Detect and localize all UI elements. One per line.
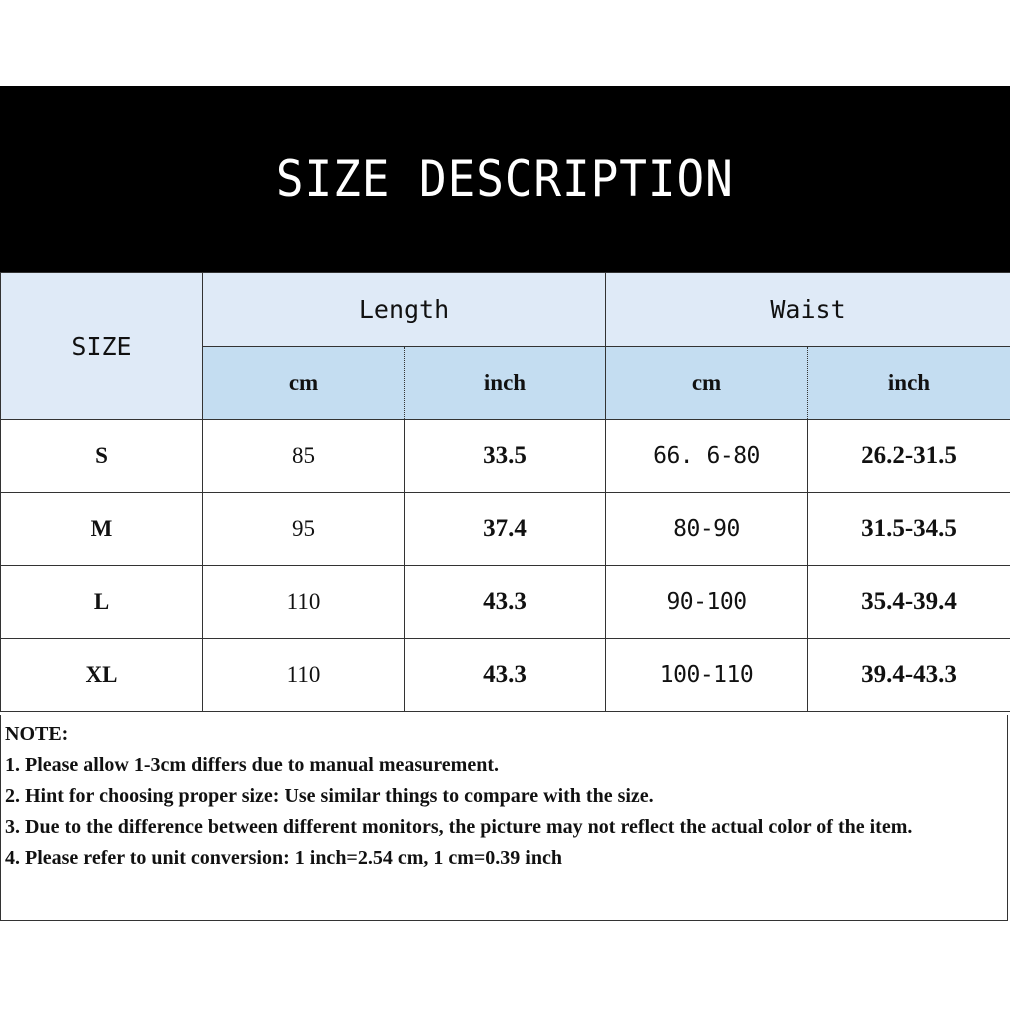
length-inch-cell: 37.4 [405, 493, 606, 566]
table-header-row [1, 273, 1010, 347]
length-inch-cell: 33.5 [405, 420, 606, 493]
length-inch-cell: 43.3 [405, 639, 606, 712]
size-cell: L [1, 566, 203, 639]
waist-inch-cell: 31.5-34.5 [808, 493, 1010, 566]
table-row [1, 566, 1010, 639]
waist-inch-cell: 26.2-31.5 [808, 420, 1010, 493]
length-cm-cell: 95 [203, 493, 405, 566]
waist-cm-header: cm [606, 347, 808, 420]
length-group-header: Length [203, 273, 606, 347]
length-inch-header: inch [405, 347, 606, 420]
size-column-header: SIZE [1, 273, 203, 420]
waist-inch-cell: 35.4-39.4 [808, 566, 1010, 639]
waist-cm-cell: 90-100 [606, 566, 808, 639]
waist-cm-cell: 80-90 [606, 493, 808, 566]
note-item: 1. Please allow 1-3cm differs due to manual measurement. [5, 754, 500, 776]
notes-section [0, 715, 1008, 921]
note-item: 2. Hint for choosing proper size: Use similar things to compare with the size. [5, 785, 654, 807]
size-cell: S [1, 420, 203, 493]
table-row [1, 420, 1010, 493]
page-title: SIZE DESCRIPTION [276, 150, 734, 208]
waist-group-header: Waist [606, 273, 1010, 347]
table-row [1, 639, 1010, 712]
length-cm-cell: 85 [203, 420, 405, 493]
length-cm-cell: 110 [203, 566, 405, 639]
title-banner [0, 86, 1010, 272]
notes-heading: NOTE: [5, 723, 69, 745]
size-cell: M [1, 493, 203, 566]
note-item: 3. Due to the difference between different monitors, the picture may not reflect the actual color of the item. [5, 816, 913, 838]
length-cm-header: cm [203, 347, 405, 420]
size-table [0, 272, 1010, 712]
waist-inch-header: inch [808, 347, 1010, 420]
length-cm-cell: 110 [203, 639, 405, 712]
note-item: 4. Please refer to unit conversion: 1 inch=2.54 cm, 1 cm=0.39 inch [5, 847, 562, 869]
size-cell: XL [1, 639, 203, 712]
waist-inch-cell: 39.4-43.3 [808, 639, 1010, 712]
waist-cm-cell: 100-110 [606, 639, 808, 712]
table-row [1, 493, 1010, 566]
length-inch-cell: 43.3 [405, 566, 606, 639]
waist-cm-cell: 66. 6-80 [606, 420, 808, 493]
